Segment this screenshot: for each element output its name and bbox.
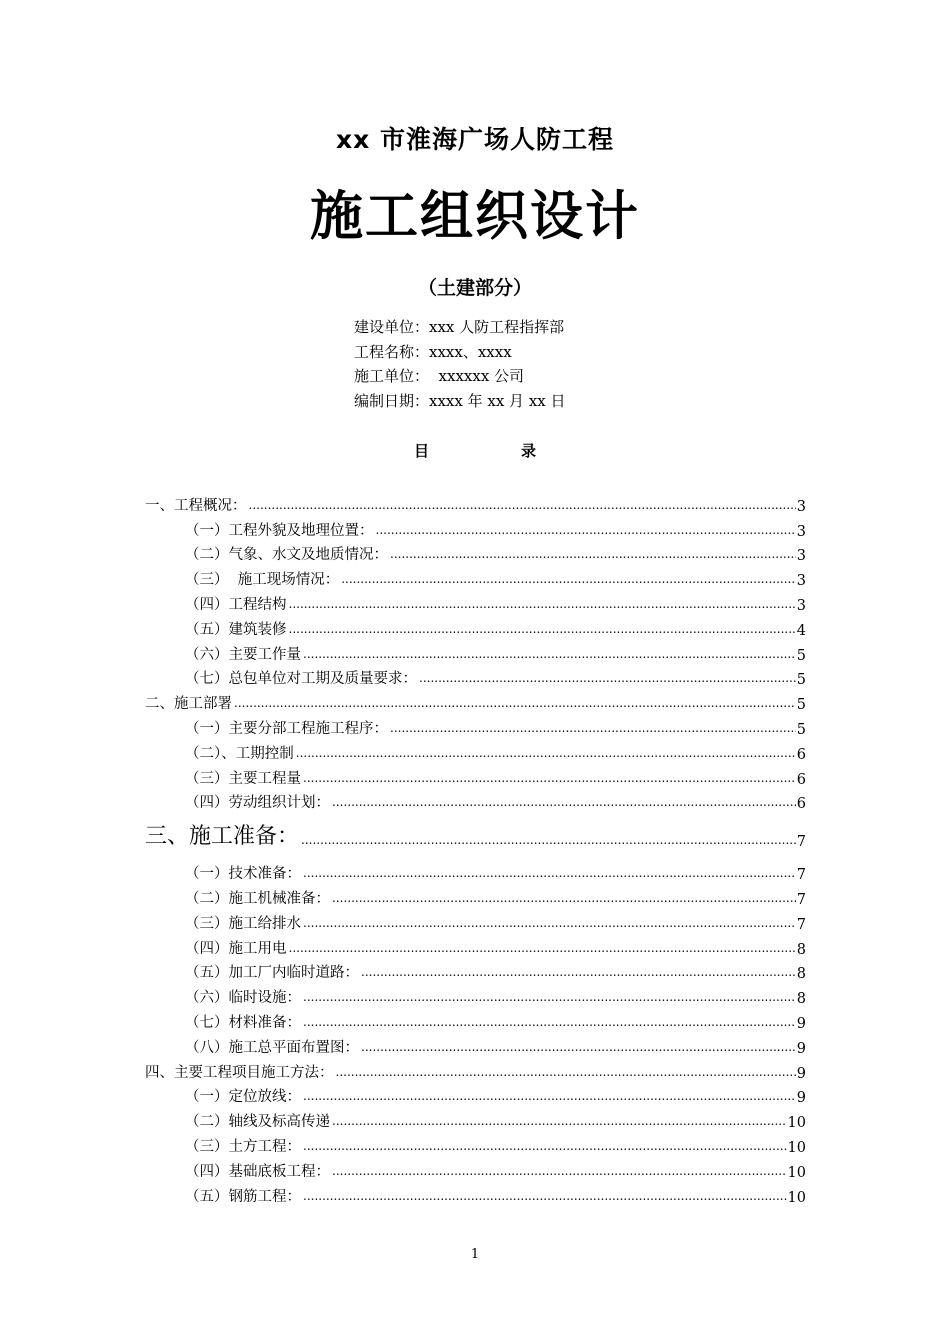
toc-entry[interactable]: （六）临时设施： ..... 8	[145, 982, 806, 1007]
info-date: 编制日期：xxxx 年 xx 月 xx 日	[354, 392, 566, 411]
toc-entry[interactable]: （三） 施工现场情况： ..... 3	[145, 564, 806, 589]
section-label: （土建部分）	[417, 277, 532, 299]
toc-entry[interactable]: （五）加工厂内临时道路： ..... 8	[145, 958, 806, 983]
document-title: 施工组织设计	[310, 186, 640, 247]
info-contractor: 施工单位： xxxxxx 公司	[354, 367, 525, 386]
toc-heading-first: 目	[413, 442, 429, 460]
toc-entry[interactable]: （七）材料准备： ..... 9	[145, 1007, 806, 1032]
toc-heading-second: 录	[521, 442, 537, 460]
toc-entry[interactable]: （三）施工给排水 ..... 7	[145, 908, 806, 933]
table-of-contents	[145, 490, 806, 1206]
toc-entry[interactable]: （二）施工机械准备： ..... 7	[145, 883, 806, 908]
toc-entry[interactable]: （八）施工总平面布置图： ..... 9	[145, 1032, 806, 1057]
toc-entry[interactable]: （一）技术准备： ..... 7	[145, 858, 806, 883]
toc-entry[interactable]: （四）基础底板工程： ..... 10	[145, 1156, 806, 1181]
toc-entry[interactable]: 一、工程概况： ..... 3	[145, 490, 806, 515]
toc-entry[interactable]: 四、主要工程项目施工方法： ..... 9	[145, 1057, 806, 1082]
toc-entry[interactable]: （七）总包单位对工期及质量要求： ..... 5	[145, 664, 806, 689]
project-info	[354, 315, 566, 414]
toc-entry[interactable]: （三）主要工程量 ..... 6	[145, 763, 806, 788]
toc-heading	[0, 440, 950, 462]
toc-entry[interactable]: （二）轴线及标高传递 ..... 10	[145, 1106, 806, 1131]
toc-entry[interactable]: （五）钢筋工程： ..... 10	[145, 1181, 806, 1206]
toc-entry[interactable]: （四）施工用电 ..... 8	[145, 933, 806, 958]
toc-entry[interactable]: （一）工程外貌及地理位置： ..... 3	[145, 515, 806, 540]
project-subtitle: xx 市淮海广场人防工程	[336, 125, 614, 154]
toc-entry[interactable]: （六）主要工作量 ..... 5	[145, 639, 806, 664]
toc-entry[interactable]: （五）建筑装修 ..... 4	[145, 614, 806, 639]
info-project-name: 工程名称：xxxx、xxxx	[354, 342, 512, 361]
info-builder: 建设单位：xxx 人防工程指挥部	[354, 318, 565, 336]
toc-entry[interactable]: （三）土方工程： ..... 10	[145, 1131, 806, 1156]
toc-entry[interactable]: （一）主要分部工程施工程序： ..... 5	[145, 713, 806, 738]
toc-entry[interactable]: （一）定位放线： ..... 9	[145, 1082, 806, 1107]
toc-entry[interactable]: （二）气象、水文及地质情况： ..... 3	[145, 540, 806, 565]
toc-entry[interactable]: 二、施工部署 ..... 5	[145, 688, 806, 713]
toc-entry[interactable]: （二）、工期控制 ..... 6	[145, 738, 806, 763]
toc-entry[interactable]: 三、施工准备： ..... 7	[145, 812, 806, 858]
toc-entry[interactable]: （四）工程结构 ..... 3	[145, 589, 806, 614]
page-number: 1	[470, 1247, 480, 1262]
toc-entry[interactable]: （四）劳动组织计划： ..... 6	[145, 788, 806, 813]
